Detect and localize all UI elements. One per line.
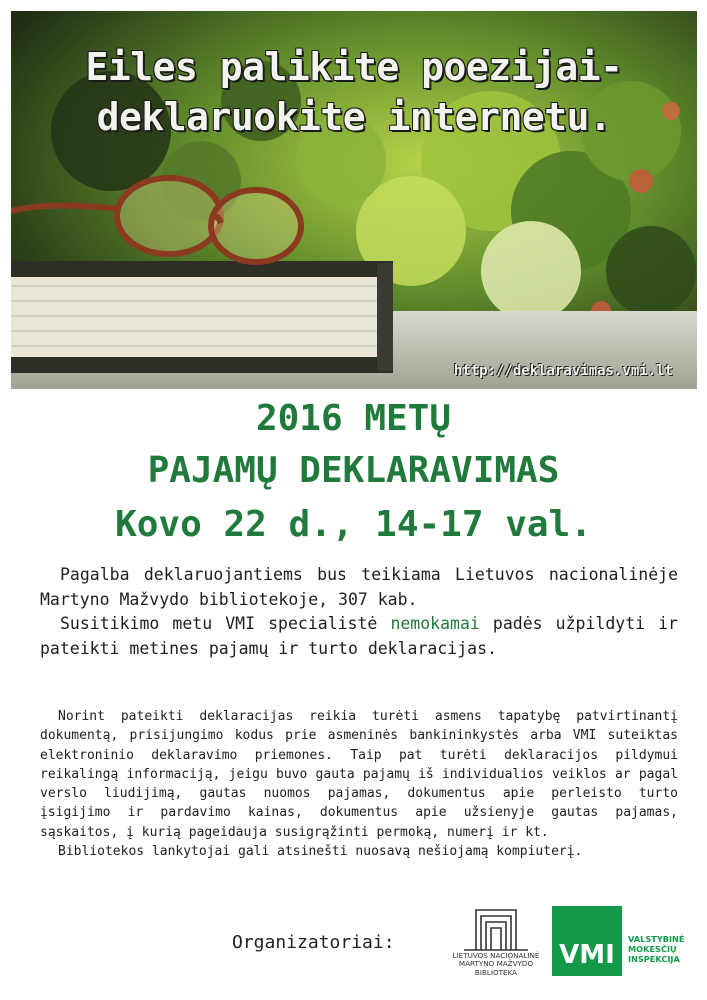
intro-paragraph-service — [40, 612, 678, 661]
vmi-name-line3: INSPEKCIJA — [628, 954, 680, 964]
intro-paragraph-location: Pagalba deklaruojantiems bus teikiama Lietuvos nacionalinėje Martyno Mažvydo bibliotekoje, 307 kab. — [40, 565, 678, 609]
heading-date-time: Kovo 22 d., 14-17 val. — [115, 504, 592, 545]
library-name-line2: MARTYNO MAŽVYDO — [458, 959, 534, 969]
service-text-before: Susitikimo metu VMI specialistė — [60, 614, 391, 633]
website-url[interactable]: http://deklaravimas.vmi.lt — [453, 363, 673, 379]
service-text-after: padės užpildyti ir pateikti metines pajamų ir turto deklaracijas. — [40, 614, 678, 658]
heading-title: PAJAMŲ DEKLARAVIMAS — [147, 450, 560, 491]
hero-image — [11, 11, 697, 389]
library-building-icon — [440, 906, 552, 952]
details-text — [40, 707, 678, 861]
organizers-label: Organizatoriai: — [232, 932, 395, 953]
intro-text — [40, 563, 678, 661]
vmi-logo: VMI — [552, 906, 622, 976]
details-paragraph-laptop: Bibliotekos lankytojai gali atsinešti nuosavą nešiojamą kompiuterį. — [58, 844, 583, 860]
vmi-name — [628, 934, 684, 964]
heading-year: 2016 METŲ — [255, 398, 452, 439]
details-paragraph-requirements: Norint pateikti deklaracijas reikia turėti asmens tapatybę patvirtinantį dokumentą, prisijungimo kodus prie asmeninės bankininkystės arba VMI suteiktas elektroninio deklaravimo priemones. Taip pat turėti deklaracijos pildymui reikalingą informaciją, jeigu buvo gauta pajamų iš individualios veiklos ar pagal verslo liudijimą, gautas nuomos pajamas, dokumentus apie perleisto turto įsigijimo ir pardavimo kainas, dokumentus apie užsienyje gautas pajamas, sąskaitos, į kurią pageidauja susigrąžinti permoką, numerį ir kt. — [40, 709, 678, 840]
free-highlight: nemokamai — [390, 614, 480, 633]
vmi-name-line2: MOKESČIŲ — [628, 944, 677, 954]
hero-title-line1: Eiles palikite poezijai- — [85, 45, 623, 89]
library-name-line1: LIETUVOS NACIONALINĖ — [452, 951, 540, 960]
library-name-line3: BIBLIOTEKA — [474, 967, 518, 977]
vmi-name-line1: VALSTYBINĖ — [628, 934, 685, 944]
library-name — [440, 952, 552, 977]
hero-title-line2: deklaruokite internetu. — [96, 95, 612, 139]
